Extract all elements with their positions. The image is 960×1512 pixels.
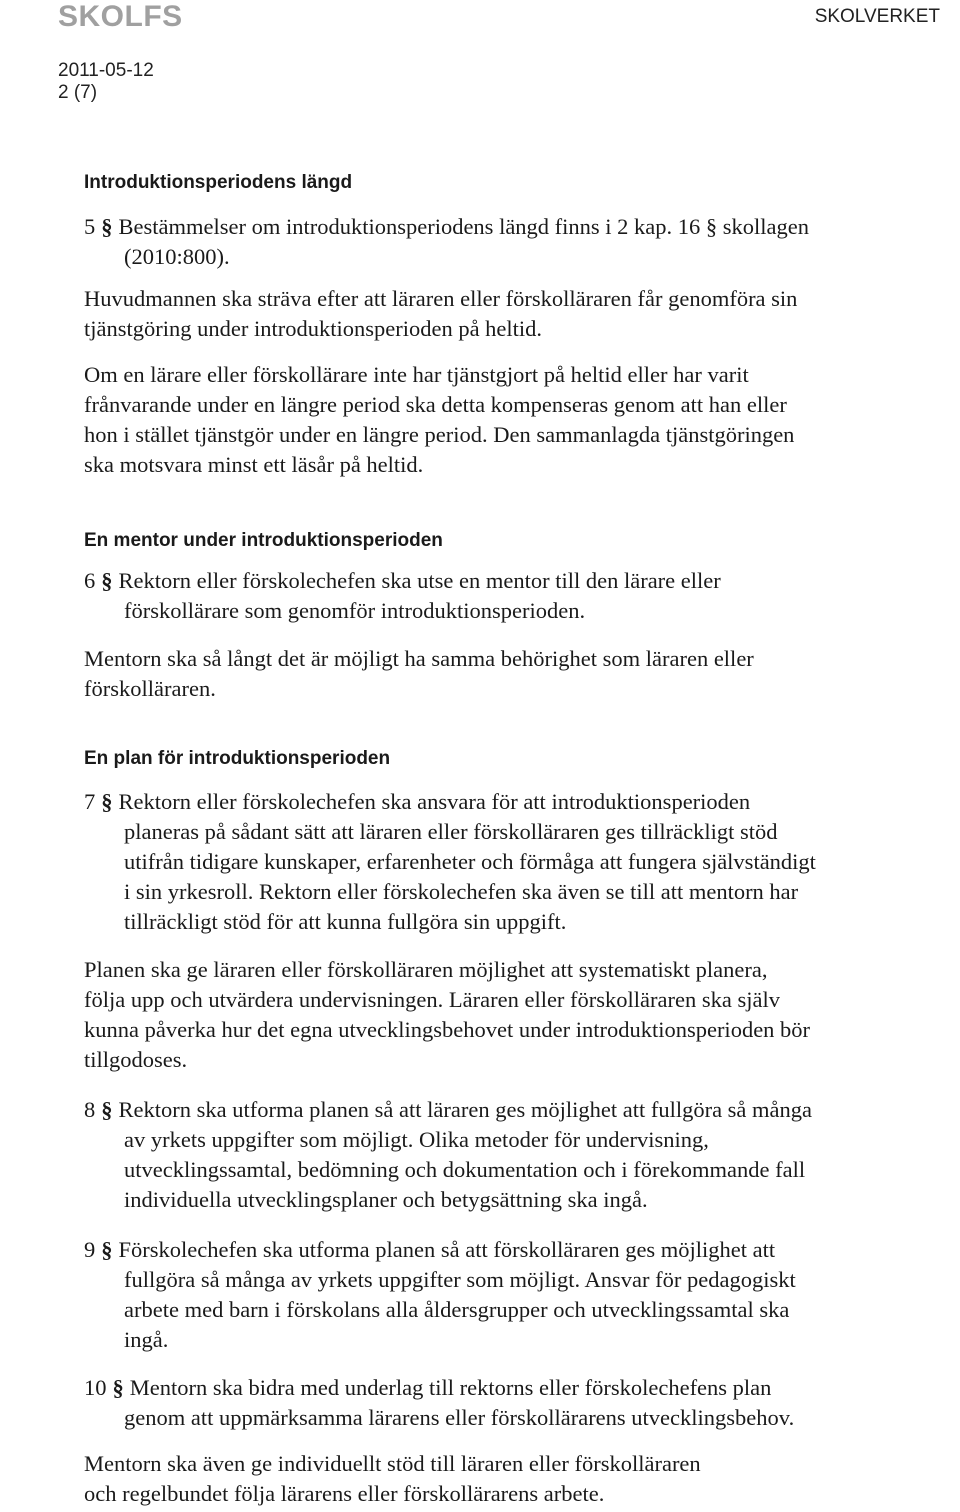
body-paragraph xyxy=(84,955,810,1075)
paragraph-line: tillräckligt stöd för att kunna fullgöra sin uppgift. xyxy=(124,909,567,934)
agency-name: SKOLVERKET xyxy=(814,6,940,27)
series-title: SKOLFS xyxy=(58,0,183,33)
paragraph-line: individuella utvecklingsplaner och betygsättning ska ingå. xyxy=(124,1187,648,1212)
section-number: 5 xyxy=(84,214,96,239)
paragraph-line: (2010:800). xyxy=(124,244,230,269)
section-number: 8 xyxy=(84,1097,96,1122)
section-paragraph xyxy=(84,212,809,272)
section-number: 6 xyxy=(84,568,96,593)
paragraph-line: 8 § Rektorn ska utforma planen så att läraren ges möjlighet att fullgöra så många xyxy=(84,1095,812,1125)
paragraph-line: 9 § Förskolechefen ska utforma planen så att förskolläraren ges möjlighet att xyxy=(84,1235,796,1265)
section-paragraph xyxy=(84,1095,812,1215)
paragraph-line: fullgöra så många av yrkets uppgifter som möjligt. Ansvar för pedagogiskt xyxy=(124,1267,796,1292)
body-paragraph xyxy=(84,284,797,344)
paragraph-line: Mentorn ska även ge individuellt stöd till läraren eller förskolläraren xyxy=(84,1451,701,1476)
section-paragraph xyxy=(84,1235,796,1355)
paragraph-line: tjänstgöring under introduktionsperioden på heltid. xyxy=(84,316,543,341)
section-sign-icon: § xyxy=(101,1097,113,1122)
paragraph-line: ska motsvara minst ett läsår på heltid. xyxy=(84,452,424,477)
section-heading: En plan för introduktionsperioden xyxy=(84,748,391,769)
paragraph-line: och regelbundet följa lärarens eller förskollärarens arbete. xyxy=(84,1481,605,1506)
paragraph-line: Huvudmannen ska sträva efter att läraren eller förskolläraren får genomföra sin xyxy=(84,286,798,311)
paragraph-line: förskollärare som genomför introduktionsperioden. xyxy=(124,598,586,623)
paragraph-line: av yrkets uppgifter som möjligt. Olika metoder för undervisning, xyxy=(124,1127,709,1152)
section-paragraph xyxy=(84,566,721,626)
document-date: 2011-05-12 xyxy=(58,60,154,81)
paragraph-line: Mentorn ska så långt det är möjligt ha samma behörighet som läraren eller xyxy=(84,646,754,671)
paragraph-line: 5 § Bestämmelser om introduktionsperiodens längd finns i 2 kap. 16 § skollagen xyxy=(84,212,809,242)
paragraph-line: planeras på sådant sätt att läraren eller förskolläraren ges tillräckligt stöd xyxy=(124,819,778,844)
section-sign-icon: § xyxy=(101,214,113,239)
paragraph-line: 6 § Rektorn eller förskolechefen ska utse en mentor till den lärare eller xyxy=(84,566,721,596)
paragraph-line: 10 § Mentorn ska bidra med underlag till rektorns eller förskolechefens plan xyxy=(84,1373,794,1403)
section-paragraph xyxy=(84,787,816,937)
section-number: 7 xyxy=(84,789,96,814)
paragraph-line: kunna påverka hur det egna utvecklingsbehovet under introduktionsperioden bör xyxy=(84,1017,811,1042)
body-paragraph xyxy=(84,360,794,480)
paragraph-line: utifrån tidigare kunskaper, erfarenheter och förmåga att fungera självständigt xyxy=(124,849,816,874)
paragraph-line: förskolläraren. xyxy=(84,676,216,701)
section-number: 10 xyxy=(84,1375,107,1400)
section-heading: Introduktionsperiodens längd xyxy=(84,172,353,193)
paragraph-line: genom att uppmärksamma lärarens eller förskollärarens utvecklingsbehov. xyxy=(124,1405,795,1430)
paragraph-line: 7 § Rektorn eller förskolechefen ska ansvara för att introduktionsperioden xyxy=(84,787,816,817)
section-paragraph xyxy=(84,1373,794,1433)
section-sign-icon: § xyxy=(112,1375,124,1400)
paragraph-line: hon i stället tjänstgör under en längre period. Den sammanlagda tjänstgöringen xyxy=(84,422,795,447)
paragraph-line: i sin yrkesroll. Rektorn eller förskolechefen ska även se till att mentorn har xyxy=(124,879,799,904)
section-heading: En mentor under introduktionsperioden xyxy=(84,530,443,551)
paragraph-line: tillgodoses. xyxy=(84,1047,188,1072)
body-paragraph xyxy=(84,1449,701,1509)
paragraph-line: Om en lärare eller förskollärare inte har tjänstgjort på heltid eller har varit xyxy=(84,362,749,387)
paragraph-line: följa upp och utvärdera undervisningen. Läraren eller förskolläraren ska själv xyxy=(84,987,780,1012)
section-sign-icon: § xyxy=(101,568,113,593)
section-sign-icon: § xyxy=(101,1237,113,1262)
section-number: 9 xyxy=(84,1237,96,1262)
page-number: 2 (7) xyxy=(58,82,98,103)
paragraph-line: Planen ska ge läraren eller förskolläraren möjlighet att systematiskt planera, xyxy=(84,957,768,982)
paragraph-line: ingå. xyxy=(124,1327,169,1352)
paragraph-line: arbete med barn i förskolans alla åldersgrupper och utvecklingssamtal ska xyxy=(124,1297,790,1322)
section-sign-icon: § xyxy=(101,789,113,814)
body-paragraph xyxy=(84,644,754,704)
paragraph-line: frånvarande under en längre period ska detta kompenseras genom att han eller xyxy=(84,392,787,417)
paragraph-line: utvecklingssamtal, bedömning och dokumentation och i förekommande fall xyxy=(124,1157,806,1182)
